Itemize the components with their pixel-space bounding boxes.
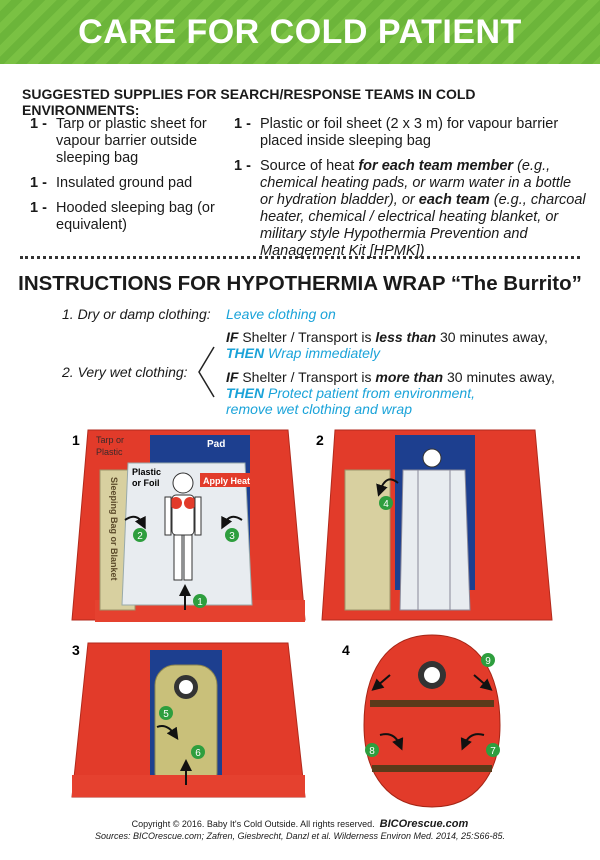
svg-text:2: 2 xyxy=(137,531,143,542)
svg-text:1: 1 xyxy=(197,597,203,608)
svg-text:5: 5 xyxy=(163,709,169,720)
instructions-heading: INSTRUCTIONS FOR HYPOTHERMIA WRAP “The Burrito” xyxy=(18,272,582,295)
supply-text: Tarp or plastic sheet for vapour barrier outside sleeping bag xyxy=(56,116,207,166)
svg-text:3: 3 xyxy=(229,531,235,542)
supply-item xyxy=(234,116,586,150)
burrito-illustrations xyxy=(0,425,600,815)
tarp-label: Plastic xyxy=(96,447,123,457)
foil-label: Plastic xyxy=(132,467,162,477)
panel-3 xyxy=(72,642,305,797)
sources-line: Sources: BICOrescue.com; Zafren, Giesbrecht, Danzl et al. Wilderness Environ Med. 2014, 25:S66-85. xyxy=(94,831,506,841)
panel-number: 1 xyxy=(72,432,80,448)
svg-text:8: 8 xyxy=(369,746,375,757)
supply-qty: 1 - xyxy=(30,200,47,216)
protect-line-2: remove wet clothing and wrap xyxy=(226,401,412,417)
apply-heat-label: Apply Heat xyxy=(203,476,251,486)
wrapped-foil xyxy=(400,470,470,610)
supply-text: Insulated ground pad xyxy=(56,175,193,191)
wrapped-burrito xyxy=(364,635,500,807)
panel-number: 3 xyxy=(72,642,80,658)
svg-text:7: 7 xyxy=(490,746,496,757)
supply-item xyxy=(234,158,586,260)
title-banner xyxy=(0,0,600,64)
supply-qty: 1 - xyxy=(30,175,47,191)
supply-qty: 1 - xyxy=(30,116,47,132)
panel-4 xyxy=(342,635,500,807)
svg-text:4: 4 xyxy=(383,499,389,510)
less-than-line: IF Shelter / Transport is less than 30 minutes away, xyxy=(226,329,548,345)
supply-text: Hooded sleeping bag (or equivalent) xyxy=(56,200,215,233)
tarp-label: Tarp or xyxy=(96,435,125,445)
sleeping-bag-label: Sleeping Bag or Blanket xyxy=(109,477,119,581)
patient-head xyxy=(423,449,441,467)
more-than-line: IF Shelter / Transport is more than 30 minutes away, xyxy=(226,369,555,385)
supply-text-heat: Source of heat for each team member (e.g., chemical heating pads, or warm water in a bottle or hydration bladder), or each team (e.g., charcoal heater, chemical / electrical heating blanket, or military style Hypothermia Prevention and Management Kit [HPMK]) xyxy=(260,158,586,259)
supplies-right-list xyxy=(234,116,586,268)
copyright-line: Copyright © 2016. Baby It's Cold Outside. All rights reserved. BICOrescue.com xyxy=(131,818,469,830)
bracket-icon xyxy=(196,345,216,400)
dry-label: 1. Dry or damp clothing: xyxy=(62,306,211,322)
panel-2 xyxy=(316,430,552,620)
supplies-left-list xyxy=(30,116,225,242)
supply-qty: 1 - xyxy=(234,158,251,174)
dry-action: Leave clothing on xyxy=(226,306,336,322)
strap xyxy=(370,700,494,707)
supply-qty: 1 - xyxy=(234,116,251,132)
pad-label: Pad xyxy=(207,439,226,450)
protect-line: THEN Protect patient from environment, xyxy=(226,385,475,401)
dotted-divider xyxy=(20,256,580,259)
supply-item xyxy=(30,175,225,192)
panel-number: 2 xyxy=(316,432,324,448)
foil-label: or Foil xyxy=(132,478,160,488)
footer xyxy=(0,818,600,842)
strap xyxy=(372,765,492,772)
panel-1 xyxy=(72,430,305,622)
panel-number: 4 xyxy=(342,642,350,658)
supplies-heading: SUGGESTED SUPPLIES FOR SEARCH/RESPONSE TEAMS IN COLD ENVIRONMENTS: xyxy=(22,86,476,118)
svg-text:9: 9 xyxy=(485,656,491,667)
supply-item xyxy=(30,200,225,234)
patient-head xyxy=(173,473,193,493)
svg-text:6: 6 xyxy=(195,748,201,759)
brand-link[interactable]: BICOrescue.com xyxy=(379,818,469,830)
page-title: CARE FOR COLD PATIENT xyxy=(78,13,522,51)
wrap-now-line: THEN Wrap immediately xyxy=(226,345,381,361)
wet-label: 2. Very wet clothing: xyxy=(62,364,188,380)
supply-text: Plastic or foil sheet (2 x 3 m) for vapour barrier placed inside sleeping bag xyxy=(260,116,559,149)
sleeping-bag xyxy=(345,470,390,610)
supply-item xyxy=(30,116,225,167)
